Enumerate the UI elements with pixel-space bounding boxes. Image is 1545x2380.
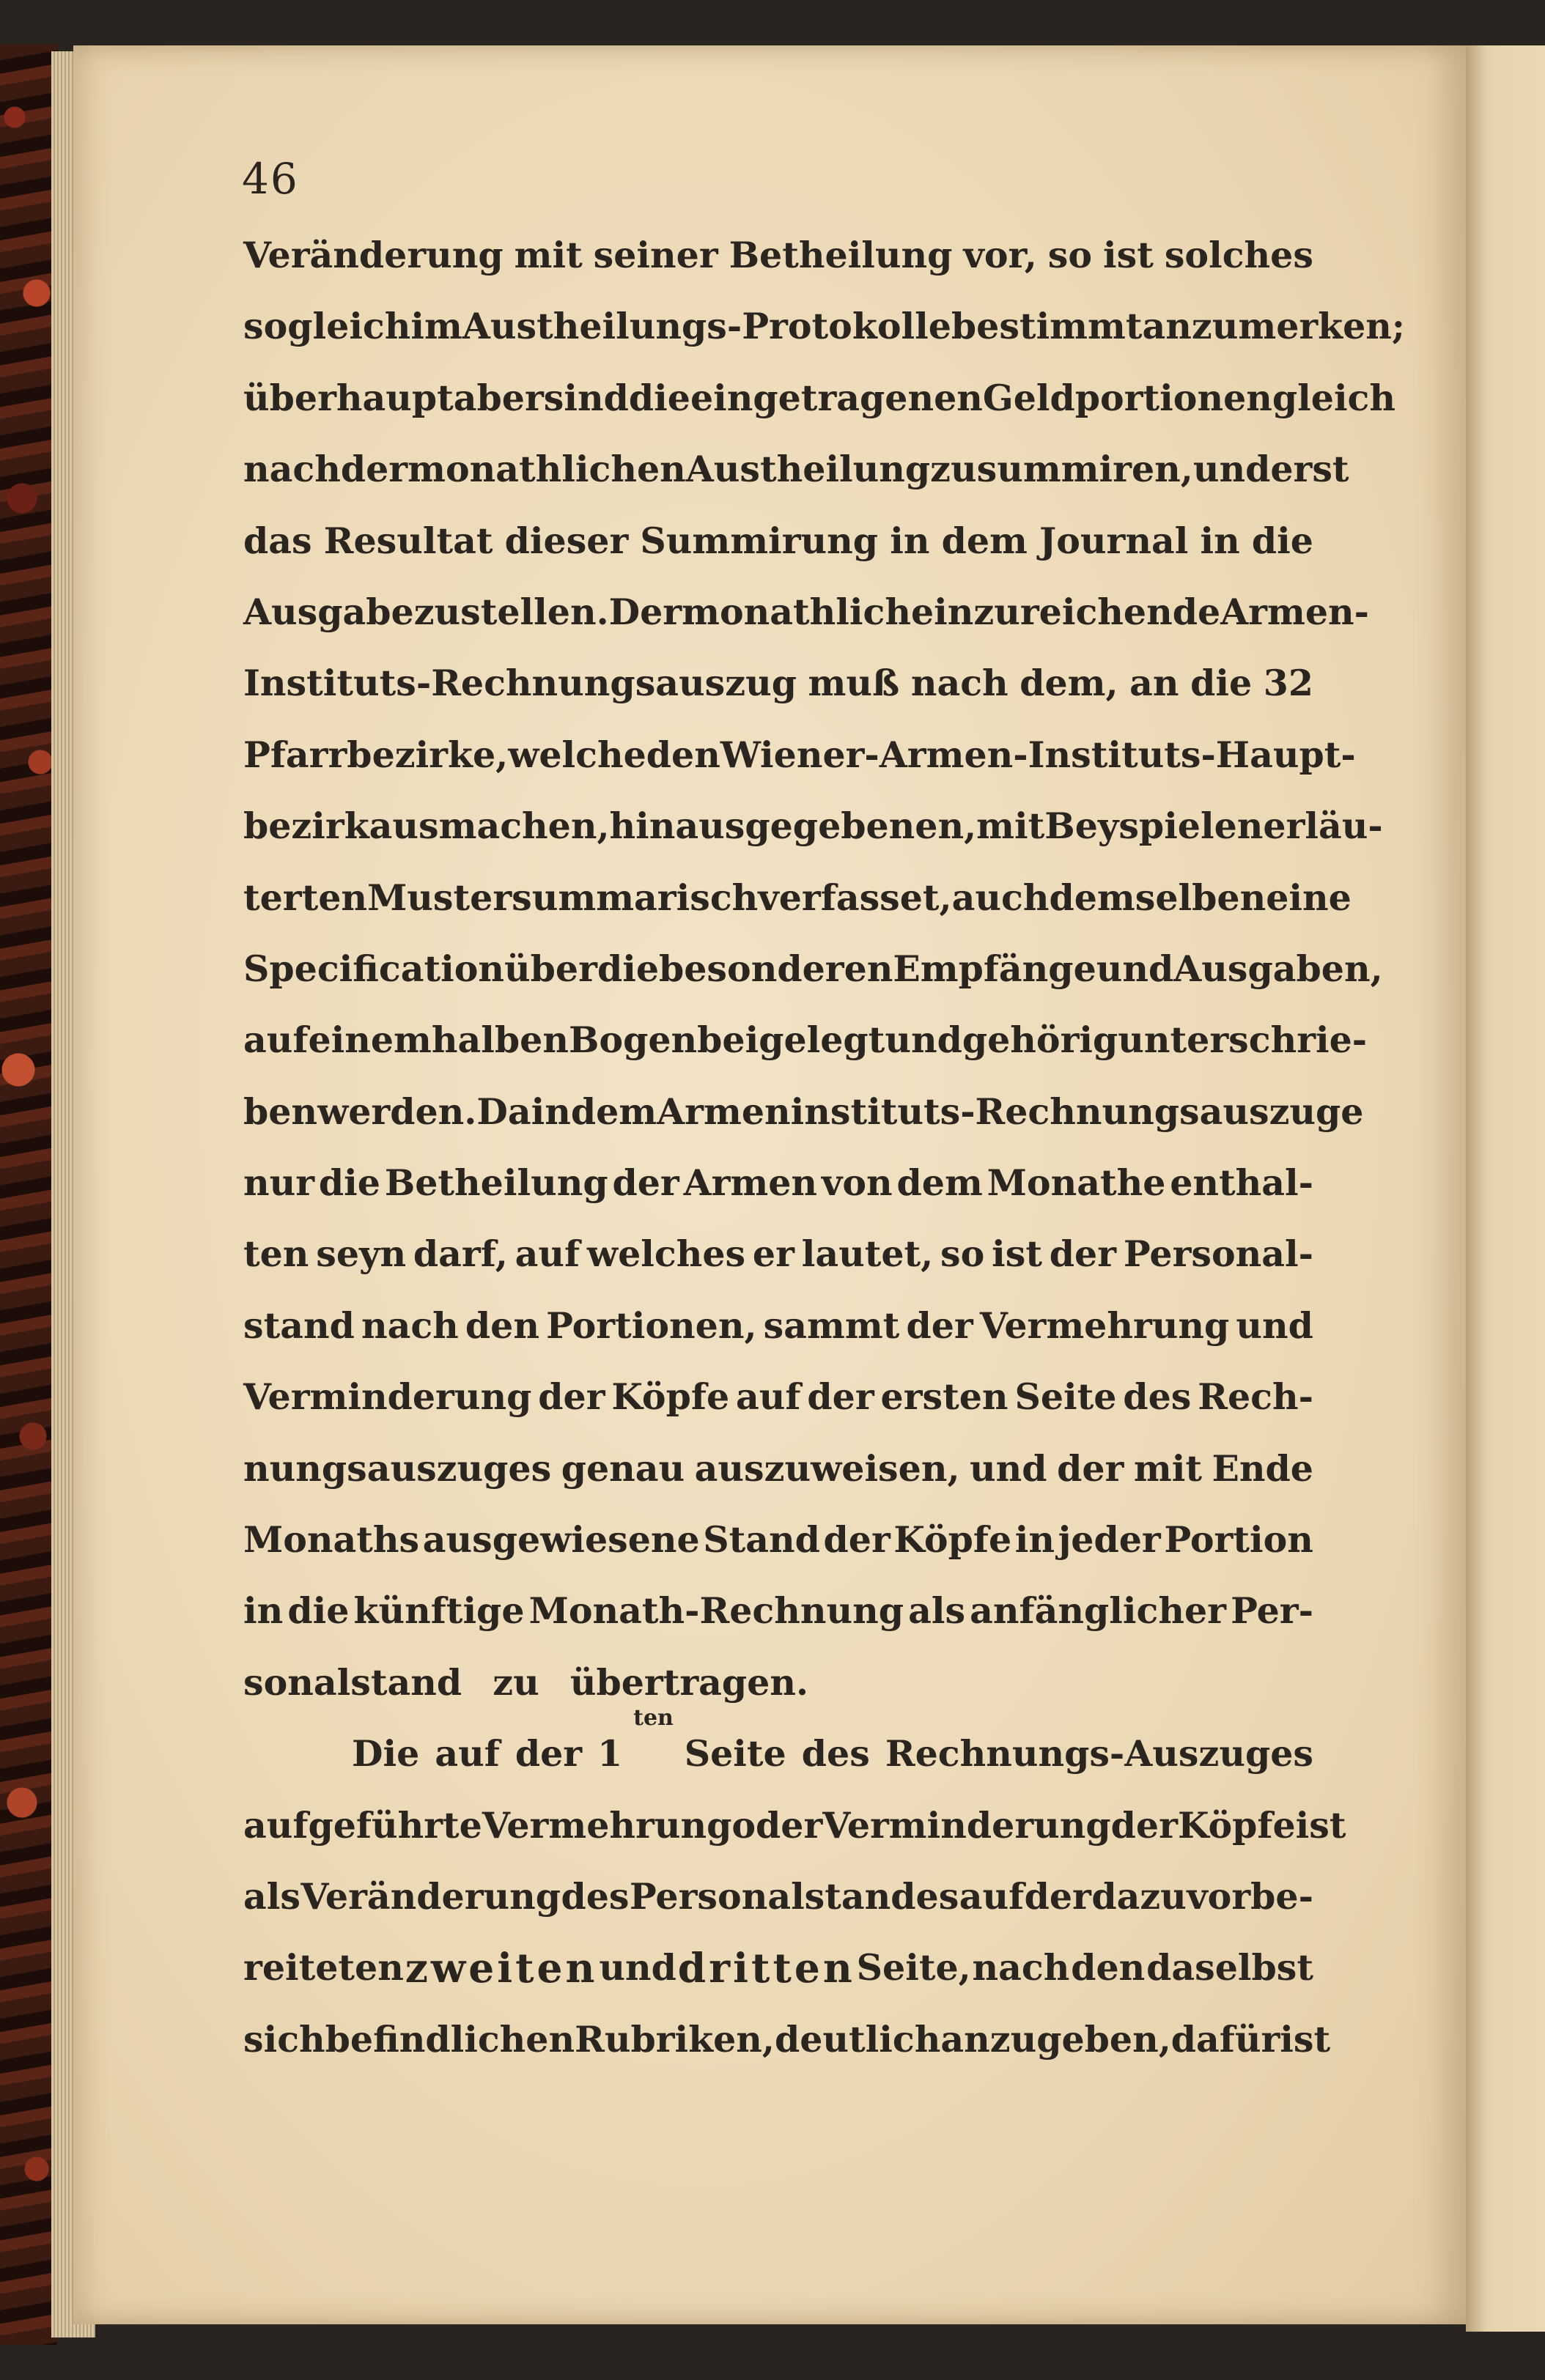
- word: Specification: [243, 947, 505, 990]
- word: als: [908, 1589, 966, 1633]
- word: Seite: [1014, 1375, 1117, 1419]
- word: bezirk: [243, 805, 369, 848]
- text-line: [243, 1504, 1313, 1575]
- word: des: [561, 1874, 630, 1918]
- word: dem,: [1019, 662, 1118, 705]
- word: Wiener-Armen-Instituts-Haupt-: [720, 733, 1356, 776]
- word: Beyspielen: [1044, 805, 1264, 848]
- word: dem: [570, 1090, 657, 1133]
- word: mit: [1133, 1446, 1202, 1490]
- text-line: [243, 1861, 1313, 1932]
- word: gleich: [1272, 376, 1396, 419]
- word: unterschrie-: [1118, 1019, 1368, 1062]
- word: Armen: [683, 1161, 818, 1205]
- word: das: [243, 519, 312, 562]
- word: und: [970, 1446, 1047, 1490]
- word: terten: [243, 876, 368, 919]
- page-number: 46: [242, 154, 299, 204]
- word: seyn: [316, 1232, 407, 1276]
- text-fragment: Die auf der 1: [352, 1732, 623, 1775]
- word: und: [1192, 448, 1271, 491]
- word: Betheilung: [729, 234, 953, 276]
- word: einzureichende: [910, 590, 1221, 633]
- word: der: [538, 1375, 605, 1419]
- text-line: [243, 1148, 1313, 1219]
- text-line: [243, 1290, 1313, 1361]
- word: künftige: [353, 1589, 525, 1633]
- word: hinausgegebenen,: [609, 805, 977, 848]
- word: werden.: [317, 1090, 477, 1133]
- word: anzumerken;: [1142, 305, 1406, 348]
- word: dafür: [1170, 2017, 1280, 2061]
- text-line: [243, 1932, 1313, 2003]
- text-block: [243, 220, 1406, 2075]
- word: der: [906, 1304, 973, 1347]
- text-line: [243, 648, 1313, 719]
- word: eine: [1266, 876, 1352, 919]
- word: Vermehrung: [979, 1304, 1230, 1347]
- word: Journal: [1039, 519, 1189, 562]
- word: ersten: [880, 1375, 1009, 1419]
- word: in: [243, 1589, 284, 1633]
- word: und: [885, 1019, 962, 1062]
- word: Austheilung: [685, 448, 931, 491]
- word: Monath-Rechnung: [528, 1589, 904, 1633]
- word: muß: [808, 662, 900, 705]
- word: über: [504, 947, 597, 990]
- word: in: [1014, 1518, 1055, 1562]
- word: den: [646, 733, 720, 776]
- word: nach: [361, 1304, 459, 1347]
- word: Monathe: [987, 1161, 1166, 1205]
- text-line: [243, 791, 1383, 862]
- word: Resultat: [323, 519, 493, 562]
- text-line: [243, 434, 1349, 505]
- word: und: [599, 1946, 676, 1989]
- word: Geldportionen: [982, 376, 1272, 419]
- word: bestimmt: [951, 305, 1143, 348]
- word: auszuweisen,: [694, 1446, 960, 1490]
- word: Rech-: [1198, 1375, 1313, 1419]
- word: welches: [586, 1232, 746, 1276]
- word: sammt: [763, 1304, 900, 1347]
- word: seiner: [593, 234, 718, 276]
- word: Portion: [1164, 1518, 1313, 1562]
- word: ben: [243, 1090, 318, 1133]
- word: den: [1071, 1946, 1146, 1989]
- word: nur: [243, 1161, 315, 1205]
- word: von: [821, 1161, 893, 1205]
- word: Austheilungs-Protokolle: [462, 305, 951, 348]
- word: ten: [243, 1232, 309, 1276]
- word: monathlichen: [408, 448, 686, 491]
- word: zu: [413, 590, 461, 633]
- word: vor,: [963, 234, 1037, 276]
- word: die: [287, 1589, 350, 1633]
- word: ist: [1103, 234, 1154, 276]
- word: Monaths: [243, 1518, 420, 1562]
- word: Köpfe: [611, 1375, 730, 1419]
- word: jeder: [1058, 1518, 1161, 1562]
- emphasized-word: dritten: [677, 1944, 855, 1992]
- word: die: [597, 947, 659, 990]
- text-line: [243, 1647, 1313, 1718]
- word: zu: [930, 448, 977, 491]
- word: Empfänge: [893, 947, 1096, 990]
- word: summiren,: [976, 448, 1193, 491]
- word: ausgewiesene: [422, 1518, 700, 1562]
- word: die: [1251, 519, 1313, 562]
- word: auf: [515, 1232, 580, 1276]
- word: gehörig: [962, 1019, 1118, 1062]
- word: anfänglicher: [970, 1589, 1226, 1633]
- text-line: [243, 1433, 1313, 1504]
- word: Summirung: [640, 519, 879, 562]
- word: sonalstand: [243, 1660, 462, 1704]
- word: welche: [508, 733, 646, 776]
- word: Personalstandes: [629, 1874, 959, 1918]
- word: vorbe-: [1187, 1874, 1313, 1918]
- paragraph-2: [243, 1705, 1346, 2075]
- word: die: [1190, 662, 1253, 705]
- word: dem: [941, 519, 1028, 562]
- word: Muster: [367, 876, 512, 919]
- word: nach: [972, 1946, 1070, 1989]
- word: Ausgaben,: [1173, 947, 1383, 990]
- word: auch: [951, 876, 1050, 919]
- word: Bogen: [568, 1019, 698, 1062]
- word: mit: [976, 805, 1045, 848]
- word: Per-: [1231, 1589, 1313, 1633]
- word: genau: [561, 1446, 685, 1490]
- word: erst: [1270, 448, 1349, 491]
- word: deutlich: [774, 2017, 941, 2061]
- text-line: [243, 862, 1352, 934]
- text-line: [243, 934, 1383, 1005]
- word: in: [890, 519, 930, 562]
- book-cover-edge: [0, 44, 57, 2345]
- word: befindlichen: [325, 2017, 575, 2061]
- word: Verminderung: [822, 1803, 1111, 1847]
- text-line: [243, 220, 1313, 291]
- word: überhaupt: [243, 376, 454, 419]
- word: übertragen.: [569, 1660, 809, 1704]
- superscript: ten: [633, 1705, 674, 1732]
- word: daselbst: [1146, 1946, 1313, 1989]
- word: in: [1200, 519, 1240, 562]
- text-line: [243, 1005, 1368, 1076]
- word: nach: [243, 448, 341, 491]
- word: die: [628, 376, 690, 419]
- text-line: [243, 506, 1313, 577]
- word: aber: [453, 376, 544, 419]
- word: ist: [1295, 1803, 1346, 1847]
- text-line: [243, 1361, 1313, 1433]
- word: stand: [243, 1304, 355, 1347]
- word: der: [340, 448, 408, 491]
- word: Pfarrbezirke,: [243, 733, 509, 776]
- word: Der: [608, 590, 682, 633]
- word: an: [1129, 662, 1179, 705]
- word: summarisch: [512, 876, 759, 919]
- word: dazu: [1091, 1874, 1187, 1918]
- text-line: [243, 1575, 1313, 1647]
- text-line: [243, 720, 1356, 791]
- word: sogleich: [243, 305, 411, 348]
- word: die: [318, 1161, 380, 1205]
- word: ist: [1280, 2017, 1331, 2061]
- word: Köpfe: [893, 1518, 1012, 1562]
- word: Seite,: [856, 1946, 971, 1989]
- word: besonderen: [659, 947, 893, 990]
- word: oder: [731, 1803, 823, 1847]
- word: lautet,: [801, 1232, 934, 1276]
- text-line: [243, 1076, 1364, 1148]
- word: nungsauszuges: [243, 1446, 552, 1490]
- text-line: [243, 1705, 1313, 1789]
- word: Rubriken,: [575, 2017, 775, 2061]
- word: monathlich: [682, 590, 911, 633]
- word: 32: [1263, 662, 1313, 705]
- text-line: [243, 2004, 1331, 2075]
- word: Ende: [1212, 1446, 1313, 1490]
- word: Armen-: [1220, 590, 1369, 633]
- word: zu: [493, 1660, 539, 1704]
- word: halben: [431, 1019, 569, 1062]
- word: erläu-: [1263, 805, 1383, 848]
- word: enthal-: [1170, 1161, 1313, 1205]
- word: einem: [308, 1019, 432, 1062]
- word: ausmachen,: [369, 805, 610, 848]
- word: Ausgabe: [243, 590, 414, 633]
- word: sind: [543, 376, 629, 419]
- word: als: [243, 1874, 300, 1918]
- word: eingetragenen: [690, 376, 983, 419]
- text-line: [243, 1790, 1346, 1861]
- word: Vermehrung: [482, 1803, 732, 1847]
- word: sich: [243, 2017, 325, 2061]
- word: und: [1096, 947, 1174, 990]
- text-fragment: Seite des Rechnungs-Auszuges: [684, 1732, 1313, 1775]
- word: des: [1123, 1375, 1192, 1419]
- word: beigelegt: [697, 1019, 885, 1062]
- word: Stand: [703, 1518, 820, 1562]
- word: Köpfe: [1177, 1803, 1296, 1847]
- word: Personal-: [1123, 1232, 1313, 1276]
- word: Verminderung: [243, 1375, 532, 1419]
- word: er: [752, 1232, 794, 1276]
- emphasized-word: zweiten: [405, 1944, 598, 1992]
- word: dieser: [504, 519, 629, 562]
- word: Betheilung: [384, 1161, 608, 1205]
- text-line: [243, 363, 1396, 434]
- word: demselben: [1049, 876, 1266, 919]
- word: aufgeführte: [243, 1803, 482, 1847]
- word: der: [1049, 1232, 1117, 1276]
- word: reiteten: [243, 1946, 404, 1989]
- paragraph-1: [243, 220, 1406, 1718]
- word: darf,: [413, 1232, 508, 1276]
- word: ist: [992, 1232, 1042, 1276]
- text-line: [243, 291, 1406, 362]
- word: so: [940, 1232, 985, 1276]
- word: dem: [896, 1161, 983, 1205]
- word: mit: [514, 234, 583, 276]
- word: der: [1110, 1803, 1178, 1847]
- next-page-edge: [1466, 45, 1545, 2332]
- word: stellen.: [460, 590, 609, 633]
- word: Veränderung: [243, 234, 504, 276]
- word: der: [823, 1518, 891, 1562]
- word: anzugeben,: [940, 2017, 1171, 2061]
- word: den: [465, 1304, 539, 1347]
- word: im: [410, 305, 462, 348]
- word: auf: [736, 1375, 801, 1419]
- word: und: [1236, 1304, 1313, 1347]
- word: der: [1024, 1874, 1091, 1918]
- text-line: [243, 577, 1369, 648]
- word: der: [612, 1161, 679, 1205]
- word: Instituts-Rechnungsauszug: [243, 662, 797, 705]
- text-line: [243, 1219, 1313, 1290]
- word: Da: [476, 1090, 531, 1133]
- word: der: [1057, 1446, 1124, 1490]
- word: solches: [1164, 234, 1313, 276]
- word: in: [531, 1090, 571, 1133]
- word: nach: [910, 662, 1009, 705]
- word: der: [807, 1375, 874, 1419]
- word: verfasset,: [758, 876, 952, 919]
- word: so: [1047, 234, 1093, 276]
- word: auf: [243, 1019, 309, 1062]
- word: Portionen,: [546, 1304, 757, 1347]
- word: Veränderung: [300, 1874, 561, 1918]
- word: auf: [959, 1874, 1025, 1918]
- word: Armeninstituts-Rechnungsauszuge: [657, 1090, 1364, 1133]
